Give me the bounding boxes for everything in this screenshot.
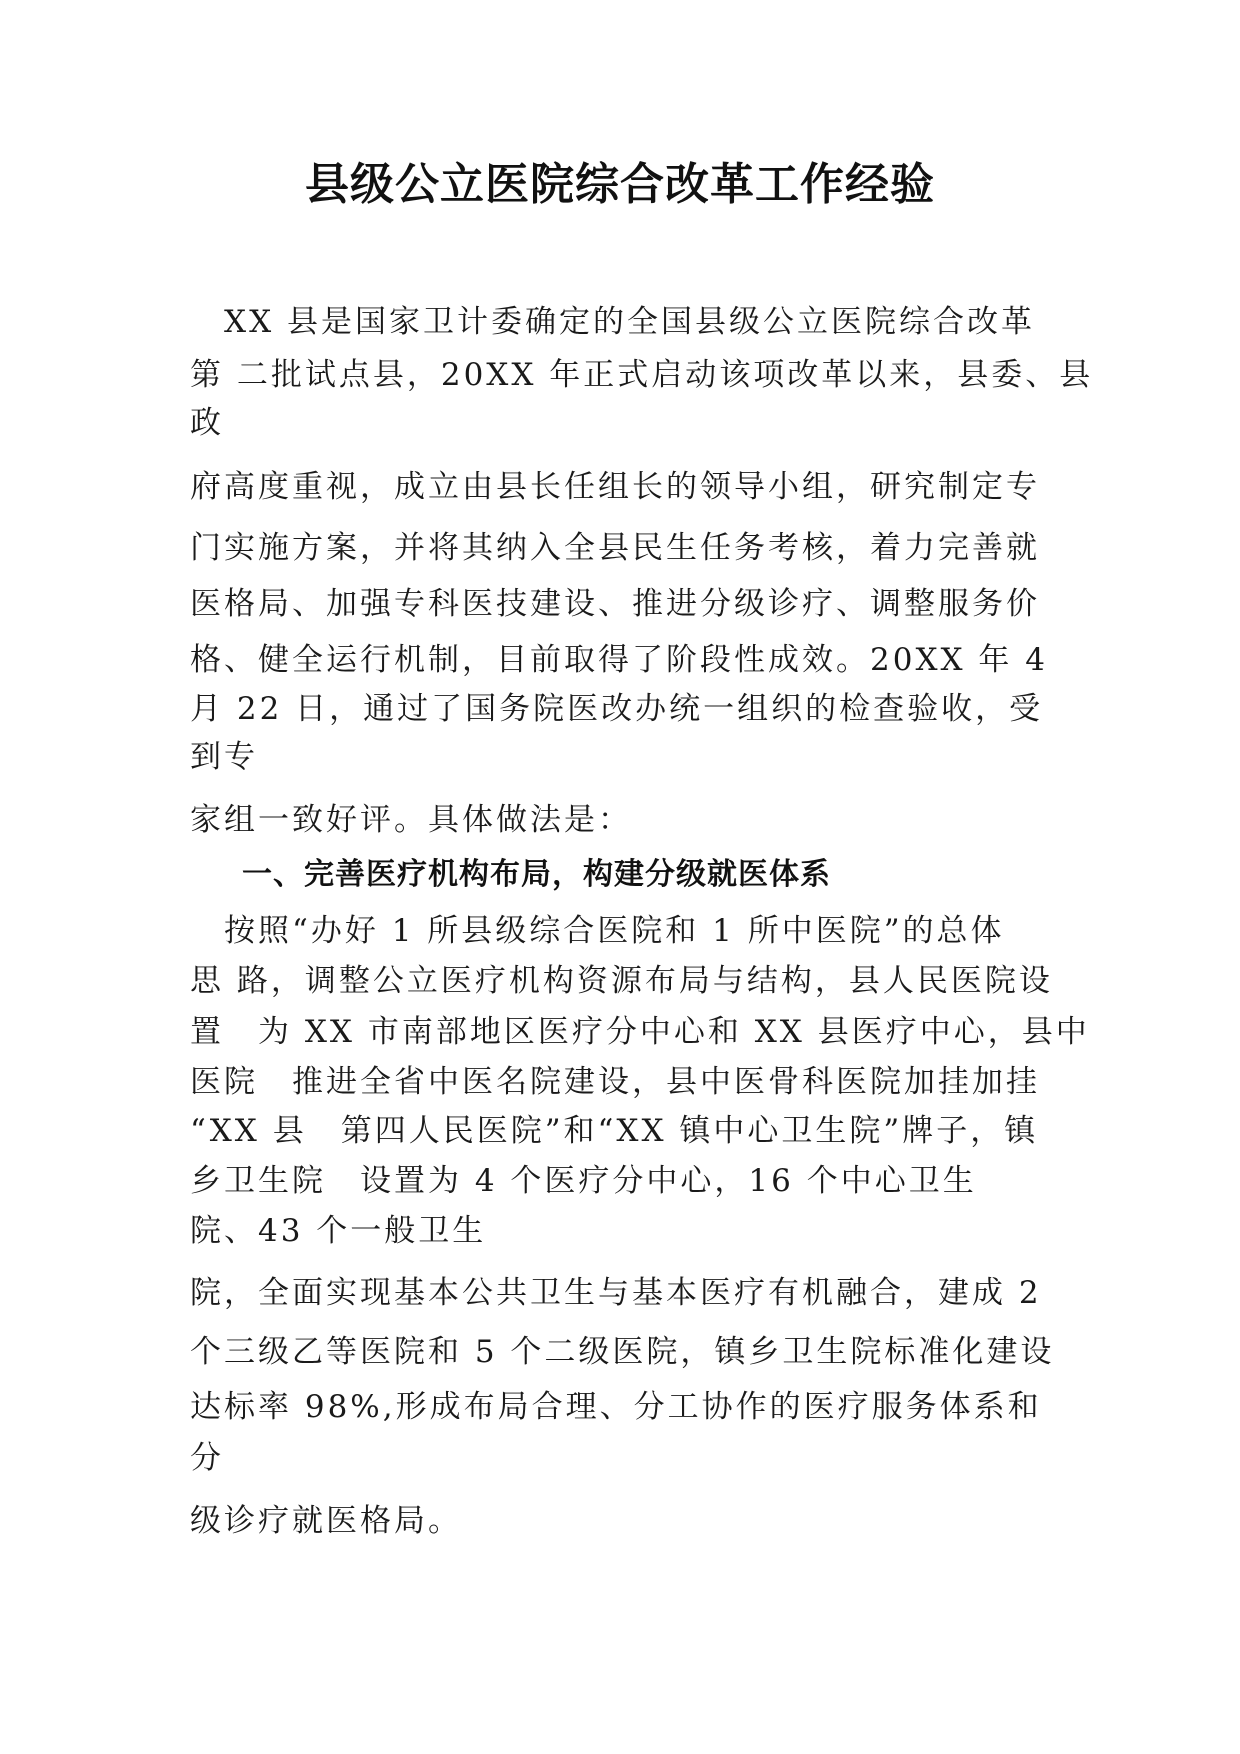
section-1-line-2: 思 路，调整公立医疗机构资源布局与结构，县人民医院设 [190, 963, 1053, 999]
intro-line-10: 家组一致好评。具体做法是： [190, 802, 632, 838]
section-1-line-5: “XX 县 第四人民医院”和“XX 镇中心卫生院”牌子，镇 [190, 1113, 1039, 1149]
section-1-line-6: 乡卫生院 设置为 4 个医疗分中心，16 个中心卫生 [190, 1163, 977, 1199]
intro-line-5: 门实施方案，并将其纳入全县民生任务考核，着力完善就 [190, 530, 1040, 566]
intro-line-4: 府高度重视，成立由县长任组长的领导小组，研究制定专 [190, 469, 1040, 505]
intro-line-1: XX 县是国家卫计委确定的全国县级公立医院综合改革 [190, 304, 1035, 340]
intro-line-2: 第 二批试点县，20XX 年正式启动该项改革以来，县委、县 [190, 357, 1094, 393]
section-1-line-4: 医院 推进全省中医名院建设，县中医骨科医院加挂加挂 [190, 1064, 1040, 1100]
intro-line-7: 格、健全运行机制，目前取得了阶段性成效。20XX 年 4 [190, 642, 1049, 678]
section-1-line-12: 级诊疗就医格局。 [190, 1503, 462, 1539]
section-1-line-1: 按照“办好 1 所县级综合医院和 1 所中医院”的总体 [190, 913, 1005, 949]
document-title: 县级公立医院综合改革工作经验 [305, 159, 935, 210]
section-1-line-3: 置 为 XX 市南部地区医疗分中心和 XX 县医疗中心，县中 [190, 1014, 1090, 1050]
section-1-line-8: 院，全面实现基本公共卫生与基本医疗有机融合，建成 2 [190, 1275, 1042, 1311]
intro-line-6: 医格局、加强专科医技建设、推进分级诊疗、调整服务价 [190, 586, 1040, 622]
section-1-line-9: 个三级乙等医院和 5 个二级医院，镇乡卫生院标准化建设 [190, 1334, 1055, 1370]
section-1-line-7: 院、43 个一般卫生 [190, 1213, 487, 1249]
intro-line-3: 政 [190, 405, 224, 441]
section-1-line-11: 分 [190, 1440, 224, 1476]
section-heading-1: 一、完善医疗机构布局，构建分级就医体系 [242, 857, 831, 892]
section-1-line-10: 达标率 98%,形成布局合理、分工协作的医疗服务体系和 [190, 1389, 1042, 1425]
intro-line-9: 到专 [190, 739, 258, 775]
intro-line-8: 月 22 日，通过了国务院医改办统一组织的检查验收，受 [190, 691, 1044, 727]
